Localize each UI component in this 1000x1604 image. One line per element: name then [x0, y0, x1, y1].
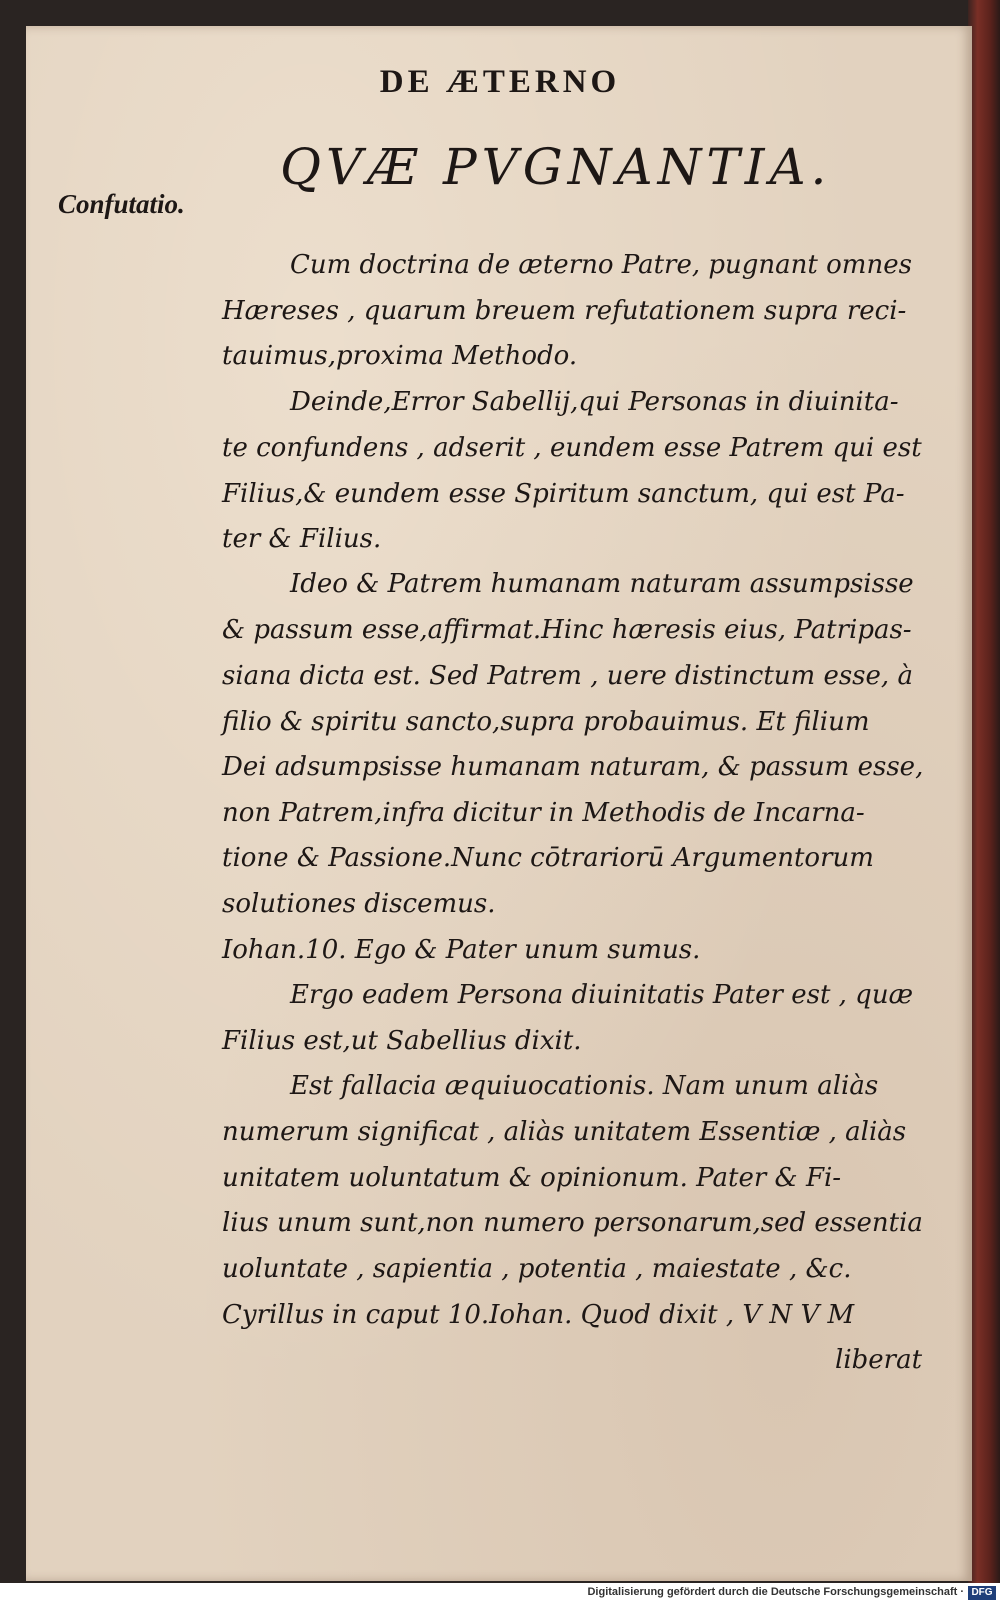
text-line: siana dicta est. Sed Patrem , uere distinctum esse, à [222, 661, 913, 691]
text-line: Cum doctrina de æterno Patre, pugnant omnes [290, 250, 912, 280]
text-line: Cyrillus in caput 10.Iohan. Quod dixit , V N V M [222, 1300, 855, 1330]
text-line: Est fallacia æquiuocationis. Nam unum aliàs [290, 1071, 879, 1101]
text-line: non Patrem,infra dicitur in Methodis de Incarna- [222, 798, 865, 828]
text-line: Deinde,Error Sabellij,qui Personas in diuinita- [290, 387, 899, 417]
running-head: DE ÆTERNO [379, 64, 621, 100]
marginal-note-line: Confutatio. [58, 189, 185, 219]
text-line: lius unum sunt,non numero personarum,sed essentia [222, 1208, 923, 1238]
book-edge [968, 0, 1000, 1583]
text-line: Iohan.10. Ego & Pater unum sumus. [222, 935, 701, 965]
catchword: liberat [835, 1345, 923, 1375]
text-line: tione & Passione.Nunc cōtrariorū Argumentorum [222, 843, 874, 873]
dfg-logo-icon: DFG [968, 1586, 996, 1600]
text-line: filio & spiritu sancto,supra probauimus. Et filium [222, 707, 870, 737]
text-line: solutiones discemus. [222, 889, 496, 919]
text-line: Ideo & Patrem humanam naturam assumpsisse [290, 569, 914, 599]
text-line: & passum esse,affirmat.Hinc hæresis eius, Patripas- [222, 615, 912, 645]
text-line: numerum significat , aliàs unitatem Essentiæ , aliàs [222, 1117, 907, 1147]
digitization-credit: Digitalisierung gefördert durch die Deutsche Forschungsgemeinschaft · [587, 1586, 964, 1598]
text-line: tauimus,proxima Methodo. [222, 341, 578, 371]
text-line: Ergo eadem Persona diuinitatis Pater est , quæ [290, 980, 914, 1010]
text-line: Hæreses , quarum breuem refutationem supra reci- [222, 296, 907, 326]
text-line: uoluntate , sapientia , potentia , maiestate , &c. [222, 1254, 852, 1284]
text-line: te confundens , adserit , eundem esse Patrem qui est [222, 433, 922, 463]
text-line: Filius est,ut Sabellius dixit. [222, 1026, 582, 1056]
text-line: unitatem uoluntatum & opinionum. Pater & Fi- [222, 1163, 842, 1193]
marginal-note [58, 182, 185, 227]
text-line: Filius,& eundem esse Spiritum sanctum, qui est Pa- [222, 479, 905, 509]
section-title: QVÆ PVGNANTIA. [280, 138, 832, 196]
text-line: ter & Filius. [222, 524, 382, 554]
text-line: Dei adsumpsisse humanam naturam, & passum esse, [222, 752, 924, 782]
